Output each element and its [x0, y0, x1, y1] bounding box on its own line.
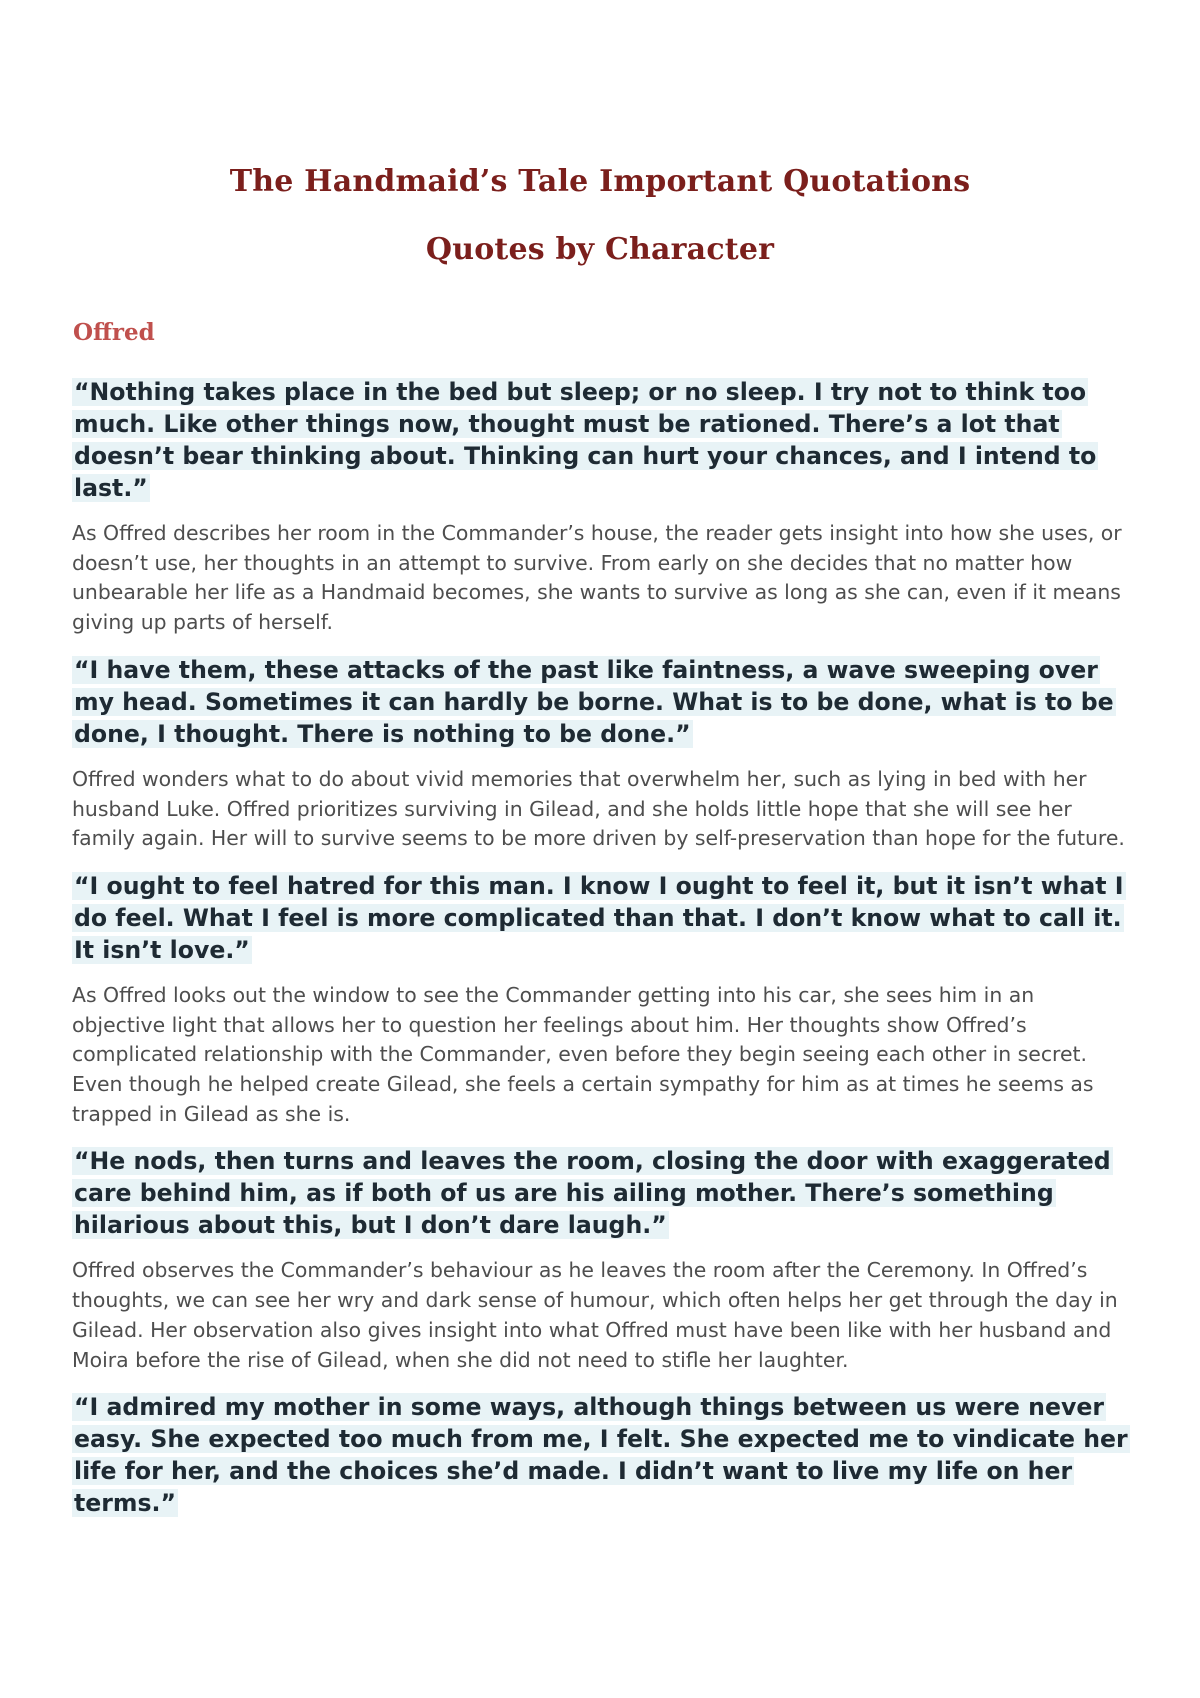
analysis-3: As Offred looks out the window to see the Commander getting into his car, she sees him in an objective light that allows her to question her feelings about him. Her thoughts show Offred’s complicated relationship with the Commander, even before they begin seeing each other in secret. Even though he helped create Gilead, she feels a certain sympathy for him as at times he seems as trapped in Gilead as she is. — [72, 982, 1094, 1126]
quote-text: “Nothing takes place in the bed but sleep; or no sleep. I try not to think too much. Like other things now, thought must be rationed. There’s a lot that doesn’t bear thinking about. Thinking can hurt your chances, and I intend to last.” — [74, 378, 1097, 502]
quote-1 — [72, 376, 1132, 504]
quote-2 — [72, 654, 1132, 750]
analysis-2: Offred wonders what to do about vivid memories that overwhelm her, such as lying in bed with her husband Luke. Offred prioritizes surviving in Gilead, and she holds little hope that she will see her family again. Her will to survive seems to be more driven by self-preservation than hope for the future. — [72, 766, 1125, 851]
quote-text: “I ought to feel hatred for this man. I know I ought to feel it, but it isn’t what I do feel. What I feel is more complicated than that. I don’t know what to call it. It isn’t love.” — [74, 871, 1124, 964]
quote-3 — [72, 870, 1132, 966]
analysis-4: Offred observes the Commander’s behaviour as he leaves the room after the Ceremony. In Offred’s thoughts, we can see her wry and dark sense of humour, which often helps her get through the day in Gilead. Her observation also gives insight into what Offred must have been like with her husband and Moira before the rise of Gilead, when she did not need to stifle her laughter. — [72, 1258, 1118, 1372]
analysis-1: As Offred describes her room in the Commander’s house, the reader gets insight into how she uses, or doesn’t use, her thoughts in an attempt to survive. From early on she decides that no matter how unbearable her life as a Handmaid becomes, she wants to survive as long as she can, even if it means giving up parts of herself. — [72, 521, 1122, 635]
quote-5 — [72, 1391, 1132, 1519]
page-title: The Handmaid’s Tale Important Quotations — [229, 164, 971, 199]
quote-text: “I have them, these attacks of the past like faintness, a wave sweeping over my head. Sometimes it can hardly be borne. What is to be done, what is to be done, I thought. There is nothing to be done.” — [74, 655, 1114, 748]
character-heading: Offred — [73, 319, 155, 346]
quote-4 — [72, 1145, 1132, 1241]
quotes-list — [72, 376, 1132, 1519]
quote-text: “He nods, then turns and leaves the room, closing the door with exaggerated care behind him, as if both of us are his ailing mother. There’s something hilarious about this, but I don’t dare laugh.” — [74, 1147, 1111, 1240]
quote-text: “I admired my mother in some ways, although things between us were never easy. She expected too much from me, I felt. She expected me to vindicate her life for her, and the choices she’d made. I didn’t want to live my life on her terms.” — [74, 1393, 1128, 1518]
page-subtitle: Quotes by Character — [425, 232, 775, 267]
